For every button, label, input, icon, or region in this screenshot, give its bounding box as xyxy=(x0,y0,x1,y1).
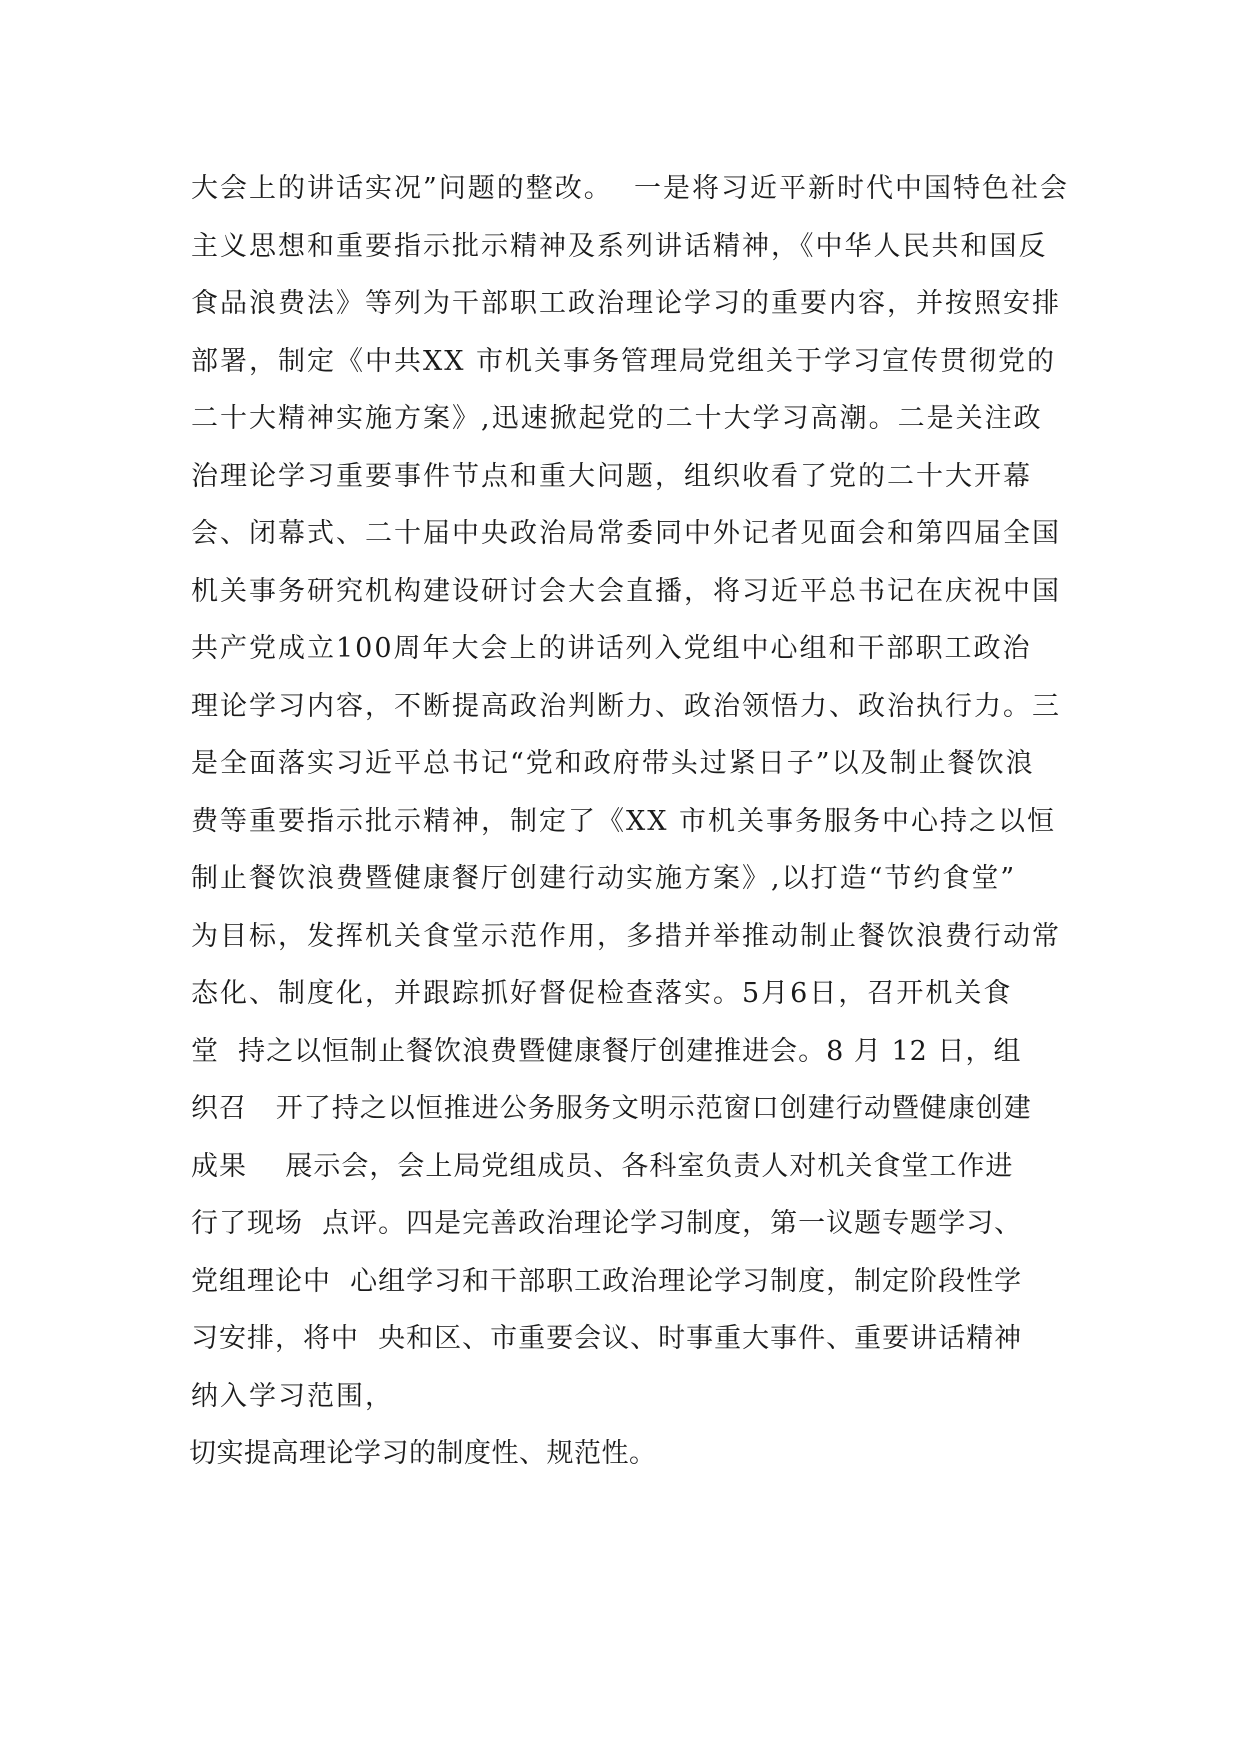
text-line: 为目标，发挥机关食堂示范作用，多措并举推动制止餐饮浪费行动常 xyxy=(191,920,1061,952)
text-line: 费等重要指示批示精神，制定了《XX 市机关事务服务中心持之以恒 xyxy=(191,805,1057,837)
text-line: 堂 持之以恒制止餐饮浪费暨健康餐厅创建推进会。8 月 12 日，组 xyxy=(191,1035,1022,1067)
text-line: 制止餐饮浪费暨健康餐厅创建行动实施方案》,以打造“节约食堂” xyxy=(191,863,1017,894)
text-line: 习安排，将中 央和区、市重要会议、时事重大事件、重要讲话精神 xyxy=(191,1323,1023,1354)
text-line: 会、闭幕式、二十届中央政治局常委同中外记者见面会和第四届全国 xyxy=(191,518,1061,549)
text-line: 机关事务研究机构建设研讨会大会直播，将习近平总书记在庆祝中国 xyxy=(191,575,1061,607)
text-line: 是全面落实习近平总书记“党和政府带头过紧日子”以及制止餐饮浪 xyxy=(191,748,1035,779)
text-line: 大会上的讲话实况”问题的整改。 一是将习近平新时代中国特色社会 xyxy=(191,173,1069,204)
text-line: 纳入学习范围， xyxy=(191,1380,394,1412)
text-line: 共产党成立100周年大会上的讲话列入党组中心组和干部职工政治 xyxy=(191,633,1032,664)
text-line: 部署，制定《中共XX 市机关事务管理局党组关于学习宣传贯彻党的 xyxy=(191,345,1057,377)
text-line: 主义思想和重要指示批示精神及系列讲话精神，《中华人民共和国反 xyxy=(191,230,1048,262)
text-line: 态化、制度化，并跟踪抓好督促检查落实。5月6日，召开机关食 xyxy=(191,978,1013,1009)
text-line: 织召 开了持之以恒推进公务服务文明示范窗口创建行动暨健康创建 xyxy=(191,1093,1032,1124)
body-paragraph xyxy=(191,160,1071,1483)
text-line: 成果 展示会，会上局党组成员、各科室负责人对机关食堂工作进 xyxy=(191,1150,1014,1182)
text-line: 理论学习内容，不断提高政治判断力、政治领悟力、政治执行力。三 xyxy=(191,690,1061,722)
text-line: 治理论学习重要事件节点和重大问题，组织收看了党的二十大开幕 xyxy=(191,460,1032,492)
text-line: 党组理论中 心组学习和干部职工政治理论学习制度，制定阶段性学 xyxy=(191,1265,1023,1297)
text-line: 行了现场 点评。四是完善政治理论学习制度，第一议题专题学习、 xyxy=(191,1208,1023,1239)
text-line: 二十大精神实施方案》,迅速掀起党的二十大学习高潮。二是关注政 xyxy=(191,403,1043,434)
text-line: 食品浪费法》等列为干部职工政治理论学习的重要内容，并按照安排 xyxy=(191,288,1061,319)
text-line: 切实提高理论学习的制度性、规范性。 xyxy=(189,1438,657,1469)
